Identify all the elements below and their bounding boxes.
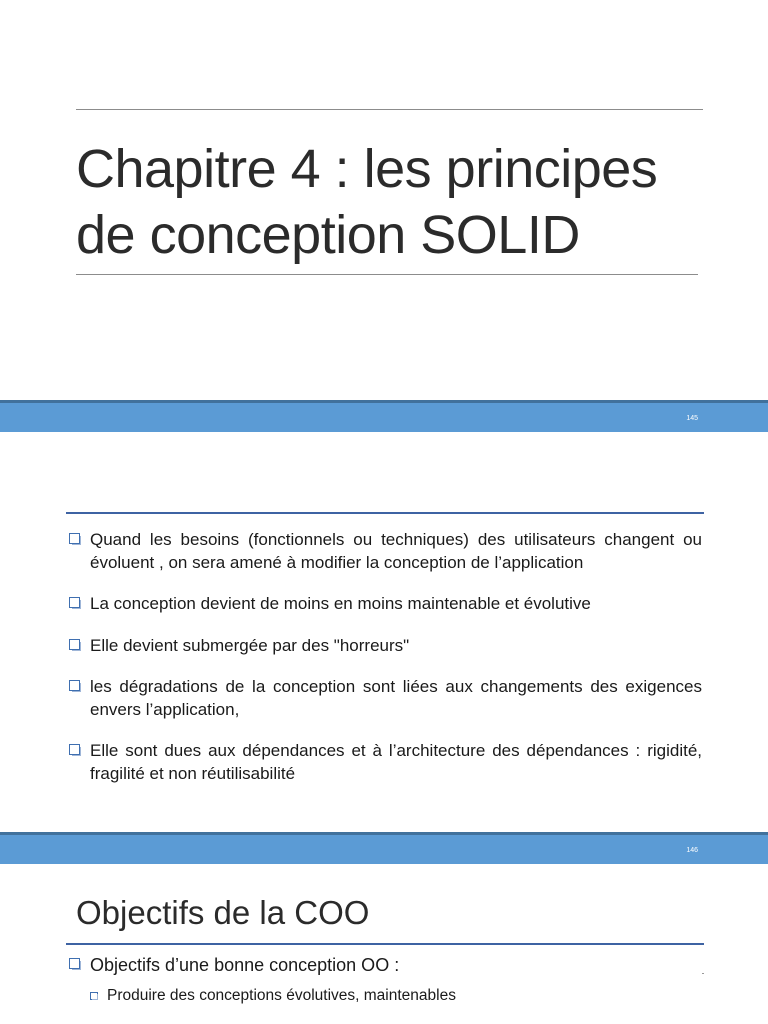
checkbox-bullet-icon <box>69 958 80 969</box>
sub-list-item <box>68 986 702 1006</box>
chapter-title <box>76 136 716 268</box>
list-item <box>68 953 702 977</box>
checkbox-bullet-icon <box>69 639 80 650</box>
section-title: Objectifs de la COO <box>76 894 370 931</box>
list-item <box>68 676 702 721</box>
top-blue-rule <box>66 512 704 514</box>
page-number: 146 <box>686 847 698 854</box>
section-blue-rule <box>66 943 704 945</box>
slide-146 <box>0 432 768 832</box>
bullet-text: Objectifs d’une bonne conception OO : <box>90 955 400 975</box>
list-item <box>68 740 702 785</box>
page-number: 145 <box>686 415 698 422</box>
title-top-rule <box>76 109 703 110</box>
bullet-text: les dégradations de la conception sont liées aux changements des exigences envers l’application, <box>90 677 702 719</box>
slide-145 <box>0 0 768 400</box>
bullet-text: Quand les besoins (fonctionnels ou techniques) des utilisateurs changent ou évoluent , on sera amené à modifier la conception de l’application <box>90 530 702 572</box>
checkbox-bullet-icon <box>69 680 80 691</box>
slide-separator-band <box>0 400 768 432</box>
checkbox-bullet-icon <box>69 744 80 755</box>
bullet-list <box>68 529 702 785</box>
list-item <box>68 593 702 616</box>
bullet-text: Elle devient submergée par des "horreurs" <box>90 635 410 655</box>
list-item <box>68 529 702 574</box>
chapter-title-line2: de conception SOLID <box>76 205 580 265</box>
list-item <box>68 635 702 658</box>
chapter-title-line1: Chapitre 4 : les principes <box>76 139 658 199</box>
bullet-text: La conception devient de moins en moins maintenable et évolutive <box>90 594 591 613</box>
slide-separator-band <box>0 832 768 864</box>
objectives-list <box>68 953 702 1006</box>
small-checkbox-bullet-icon <box>90 992 98 1000</box>
title-bottom-rule <box>76 274 698 275</box>
sub-bullet-text: Produire des conceptions évolutives, maintenables <box>107 987 456 1004</box>
checkbox-bullet-icon <box>69 597 80 608</box>
checkbox-bullet-icon <box>69 533 80 544</box>
bullet-text: Elle sont dues aux dépendances et à l’architecture des dépendances : rigidité, fragilité et non réutilisabilité <box>90 741 702 783</box>
decorative-mark <box>702 973 704 974</box>
